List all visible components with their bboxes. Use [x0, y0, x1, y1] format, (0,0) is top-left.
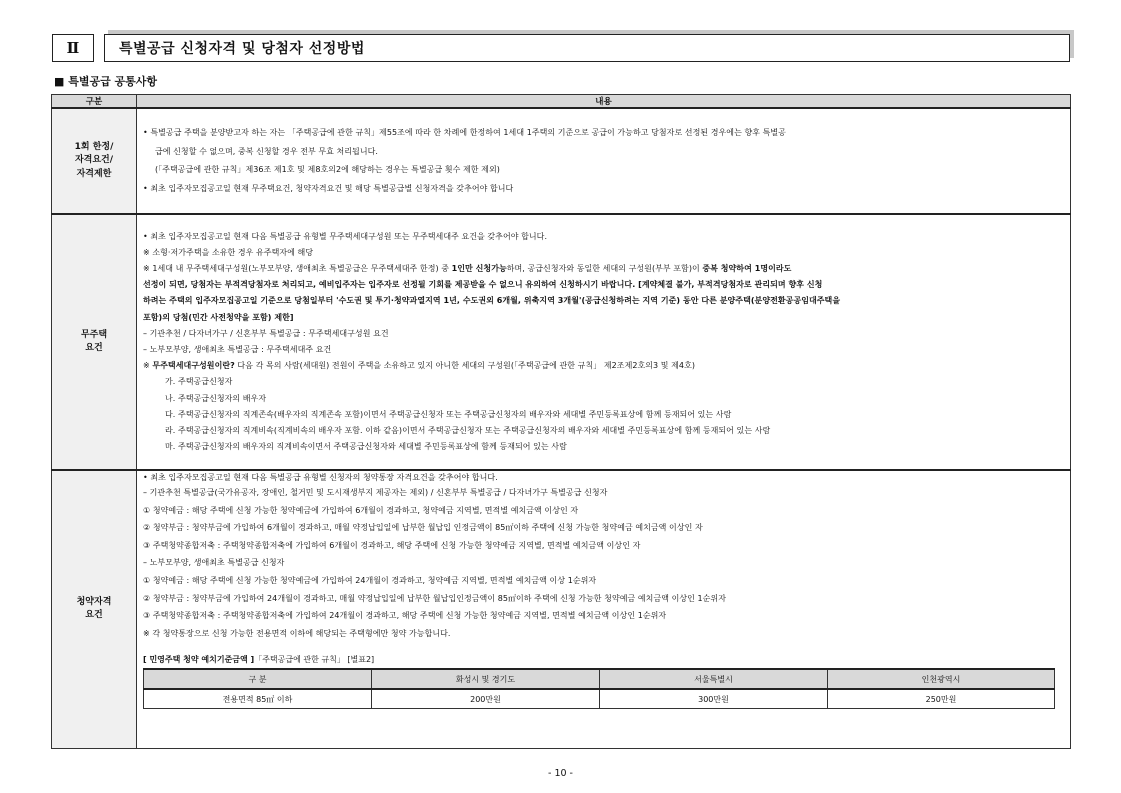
- section-title: 특별공급 신청자격 및 당첨자 선정방법: [104, 34, 1070, 62]
- deposit-header-row: [144, 669, 1055, 689]
- deposit-header-cell: 구 분: [144, 669, 372, 689]
- row3-line: ② 청약부금 : 청약부금에 가입하여 6개월이 경과하고, 매월 약정납입일에 납부한 월납입 인정금액이 85㎡이하 주택에 신청 가능한 청약예금 예치금액 이상인 자: [143, 523, 703, 533]
- header-content: 내용: [137, 95, 1071, 109]
- deposit-cell: 200만원: [372, 689, 600, 709]
- row3-line: ③ 주택청약종합저축 : 주택청약종합저축에 가입하여 6개월이 경과하고, 해당 주택에 신청 가능한 청약예금 지역별, 면적별 예치금액 이상인 자: [143, 540, 641, 550]
- row3-line: ① 청약예금 : 해당 주택에 신청 가능한 청약예금에 가입하여 24개월이 경과하고, 청약예금 지역별, 면적별 예치금액 이상 1순위자: [143, 575, 597, 585]
- row3-line: ※ 각 청약통장으로 신청 가능한 전용면적 이하에 해당되는 주택형에만 청약 가능합니다.: [143, 628, 451, 638]
- row2-text: ※ 1세대 내 무주택세대구성원(노부모부양, 생애최초 특별공급은 무주택세대주 한정) 중: [143, 263, 452, 273]
- row1-line: (「주택공급에 관한 규칙」제36조 제1호 및 제8호의2에 해당하는 경우는 특별공급 횟수 제한 제외): [155, 165, 500, 174]
- row2-bold: 중복 청약하여 1명이라도: [702, 263, 792, 273]
- row-subscription-requirement: [52, 470, 1071, 748]
- row3-line: • 최초 입주자모집공고일 현재 다음 특별공급 유형별 신청자의 청약통장 자격요건을 갖추어야 합니다.: [143, 473, 498, 482]
- row1-category: [52, 108, 137, 214]
- row3-line: ③ 주택청약종합저축 : 주택청약종합저축에 가입하여 24개월이 경과하고, 해당 주택에 신청 가능한 청약예금 지역별, 면적별 예치금액 이상인 1순위자: [143, 611, 667, 621]
- row2-bold: 1인만 신청가능: [451, 263, 507, 273]
- deposit-table-title: [143, 652, 1064, 668]
- row2-item: 다. 주택공급신청자의 직계존속(배우자의 직계존속 포함)이면서 주택공급신청자 또는 주택공급신청자의 배우자와 세대별 주민등록표상에 함께 등재되어 있는 사람: [165, 409, 732, 419]
- row2-line: [143, 358, 1064, 374]
- deposit-title-bold: [ 민영주택 청약 예치기준금액 ]: [143, 655, 255, 665]
- row2-bold: 하려는 주택의 입주자모집공고일 기준으로 당첨일부터 '수도권 및 투기·청약과열지역 1년, 수도권외 6개월, 위축지역 3개월'(공급신청하려는 지역 기준) 동안 다른 분양주택(분양전환공공임대주택을: [143, 296, 841, 306]
- page-number: - 10 -: [548, 768, 573, 779]
- deposit-cell: 300만원: [600, 689, 828, 709]
- row2-item: 가. 주택공급신청자: [165, 377, 233, 387]
- deposit-title-rest: 「주택공급에 관한 규칙」 [별표2]: [254, 655, 375, 665]
- row2-bold: 무주택세대구성원이란?: [152, 361, 235, 371]
- row2-category-label: 무주택 요건: [80, 329, 108, 353]
- deposit-cell: 전용면적 85㎡ 이하: [144, 689, 372, 709]
- row2-line: • 최초 입주자모집공고일 현재 다음 특별공급 유형별 무주택세대구성원 또는 무주택세대주 요건을 갖추어야 합니다.: [143, 231, 548, 241]
- row-no-house-requirement: [52, 214, 1071, 470]
- row2-category: [52, 214, 137, 470]
- row3-line: – 노부모부양, 생애최초 특별공급 신청자: [143, 558, 285, 568]
- table-header-row: [52, 95, 1071, 109]
- row2-line: [143, 261, 1064, 277]
- deposit-header-cell: 서울특별시: [600, 669, 828, 689]
- row2-text: 하며, 공급신청자와 동일한 세대의 구성원(부부 포함)이: [506, 263, 703, 273]
- row2-item: 마. 주택공급신청자의 배우자의 직계비속이면서 주택공급신청자와 세대별 주민등록표상에 함께 등재되어 있는 사람: [165, 442, 567, 452]
- row-one-time-limit: [52, 108, 1071, 214]
- row1-line: • 특별공급 주택을 분양받고자 하는 자는 「주택공급에 관한 규칙」제55조에 따라 한 차례에 한정하여 1세대 1주택의 기준으로 공급이 가능하고 당첨자로 선정된 경우에는 향후 특별공: [143, 128, 786, 137]
- row3-line: – 기관추천 특별공급(국가유공자, 장애인, 철거민 및 도시재생부지 제공자는 제외) / 신혼부부 특별공급 / 다자녀가구 특별공급 신청자: [143, 488, 608, 497]
- row2-bold: 포함)의 당첨(민간 사전청약을 포함) 제한]: [143, 312, 294, 322]
- deposit-table: [143, 668, 1055, 709]
- row2-line: [143, 277, 1064, 293]
- row2-bold: 선정이 되면, 당첨자는 부적격당첨자로 처리되고, 예비입주자는 입주자로 선정될 기회를 제공받을 수 없으니 유의하여 신청하시기 바랍니다. [계약체결 불가, 부적격당첨자로 관리되며 향후 신청: [143, 280, 823, 290]
- row3-content: [137, 470, 1071, 748]
- subheading: ■ 특별공급 공통사항: [54, 75, 158, 88]
- header-category: 구분: [52, 95, 137, 109]
- row2-text: 다음 각 목의 사람(세대원) 전원이 주택을 소유하고 있지 아니한 세대의 구성원(「주택공급에 관한 규칙」 제2조제2호의3 및 제4호): [234, 361, 696, 371]
- row1-line: 급에 신청할 수 없으며, 중복 신청할 경우 전부 무효 처리됩니다.: [155, 146, 378, 156]
- special-supply-table: [51, 94, 1071, 749]
- deposit-cell: 250만원: [828, 689, 1055, 709]
- row1-category-label: 1회 한정/ 자격요건/ 자격제한: [74, 141, 114, 179]
- row2-line: ※ 소형·저가주택을 소유한 경우 유주택자에 해당: [143, 247, 314, 257]
- row2-item: 나. 주택공급신청자의 배우자: [165, 393, 267, 403]
- row2-text: ※: [143, 361, 153, 371]
- row3-line: ② 청약부금 : 청약부금에 가입하여 24개월이 경과하고, 매월 약정납입일에 납부한 월납입인정금액이 85㎡이하 주택에 신청 가능한 청약예금 예치금액 이상인 1순위자: [143, 593, 726, 603]
- row2-line: – 노부모부양, 생애최초 특별공급 : 무주택세대주 요건: [143, 345, 332, 354]
- deposit-header-cell: 인천광역시: [828, 669, 1055, 689]
- row2-line: [143, 293, 1064, 309]
- section-header: [52, 34, 1070, 62]
- row1-line: • 최초 입주자모집공고일 현재 무주택요건, 청약자격요건 및 해당 특별공급별 신청자격을 갖추어야 합니다: [143, 183, 514, 193]
- row3-line: ① 청약예금 : 해당 주택에 신청 가능한 청약예금에 가입하여 6개월이 경과하고, 청약예금 지역별, 면적별 예치금액 이상인 자: [143, 505, 579, 515]
- row1-content: [137, 108, 1071, 214]
- row2-item: 라. 주택공급신청자의 직계비속(직계비속의 배우자 포함. 이하 같음)이면서 주택공급신청자 또는 주택공급신청자의 배우자와 세대별 주민등록표상에 함께 등재되어 있는 사람: [165, 426, 771, 436]
- row3-category-label: 청약자격 요건: [76, 596, 112, 621]
- row2-line: – 기관추천 / 다자녀가구 / 신혼부부 특별공급 : 무주택세대구성원 요건: [143, 328, 389, 338]
- row3-category: [52, 470, 137, 748]
- deposit-data-row: [144, 689, 1055, 709]
- deposit-header-cell: 화성시 및 경기도: [372, 669, 600, 689]
- row2-content: [137, 214, 1071, 470]
- row2-line: [143, 310, 1064, 326]
- section-number: Ⅱ: [52, 34, 94, 62]
